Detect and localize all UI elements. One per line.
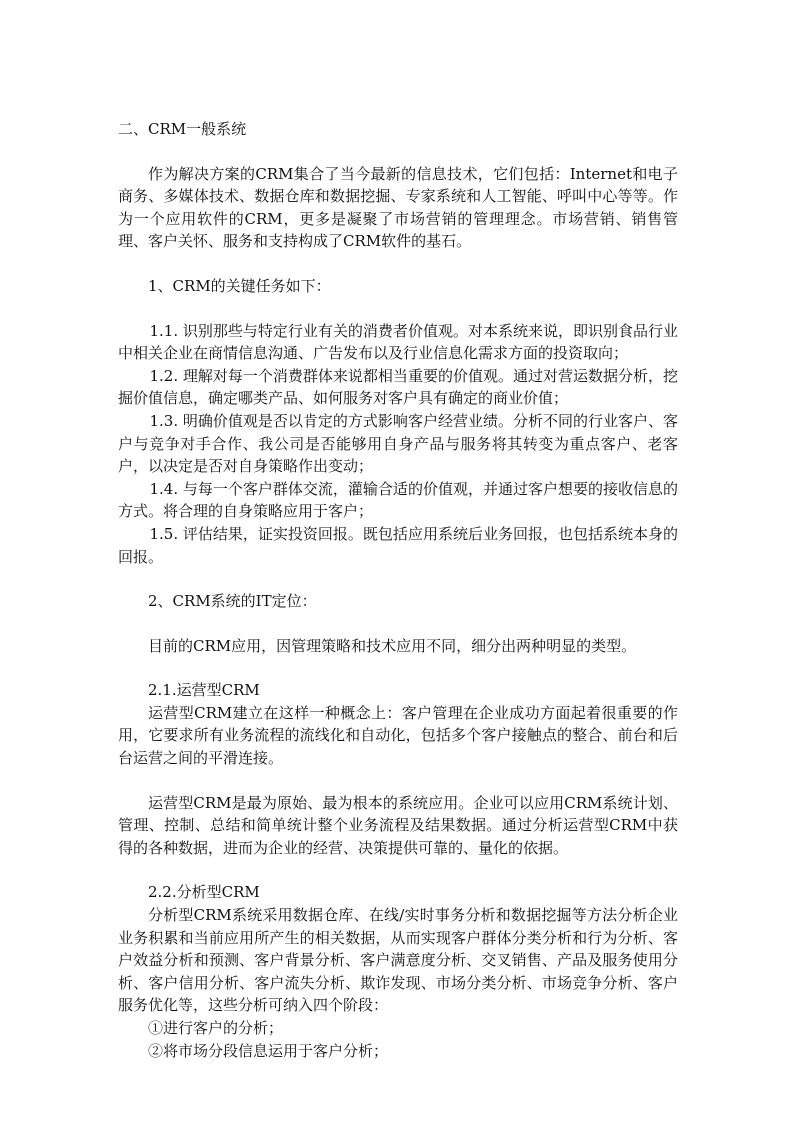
analytical-paragraph: 分析型CRM系统采用数据仓库、在线/实时事务分析和数据挖掘等方法分析企业业务积累和当前应用所产生的相关数据，从而实现客户群体分类分析和行为分析、客户效益分析和预测、客户背景分析、客户满意度分析、交叉销售、产品及服务使用分析、客户信用分析、客户流失分析、欺诈发现、市场分类分析、市场竞争分析、客户服务优化等，这些分析可纳入四个阶段： — [118, 906, 678, 1015]
analysis-step: ②将市场分段信息运用于客户分析； — [148, 1041, 389, 1060]
task-item: 1.3. 明确价值观是否以肯定的方式影响客户经营业绩。分析不同的行业客户、客户与竞争对手合作、我公司是否能够用自身产品与服务将其转变为重点客户、老客户，以决定是否对自身策略作出变动； — [118, 411, 678, 476]
task-item: 1.5. 评估结果，证实投资回报。既包括应用系统后业务回报，也包括系统本身的回报。 — [118, 524, 678, 566]
task-item: 1.2. 理解对每一个消费群体来说都相当重要的价值观。通过对营运数据分析，挖掘价值信息，确定哪类产品、如何服务对客户具有确定的商业价值； — [118, 366, 678, 408]
operational-paragraph: 运营型CRM建立在这样一种概念上：客户管理在企业成功方面起着很重要的作用，它要求所有业务流程的流线化和自动化，包括多个客户接触点的整合、前台和后台运营之间的平滑连接。 — [118, 703, 678, 768]
it-intro-paragraph: 目前的CRM应用，因管理策略和技术应用不同，细分出两种明显的类型。 — [148, 636, 637, 655]
operational-heading: 2.1.运营型CRM — [148, 681, 260, 700]
section-title: 二、CRM一般系统 — [118, 120, 247, 138]
tasks-heading: 1、CRM的关键任务如下： — [148, 276, 331, 295]
document-page — [118, 118, 678, 1062]
task-item: 1.4. 与每一个客户群体交流，灌输合适的价值观，并通过客户想要的接收信息的方式。将合理的自身策略应用于客户； — [118, 479, 678, 521]
operational-paragraph: 运营型CRM是最为原始、最为根本的系统应用。企业可以应用CRM系统计划、管理、控制、总结和简单统计整个业务流程及结果数据。通过分析运营型CRM中获得的各种数据，进而为企业的经营、决策提供可靠的、量化的依据。 — [118, 793, 678, 857]
intro-paragraph: 作为解决方案的CRM集合了当今最新的信息技术，它们包括：Internet和电子商务、多媒体技术、数据仓库和数据挖掘、专家系统和人工智能、呼叫中心等等。作为一个应用软件的CRM，更多是凝聚了市场营销的管理理念。市场营销、销售管理、客户关怀、服务和支持构成了CRM软件的基石。 — [118, 164, 678, 251]
analysis-step: ①进行客户的分析； — [148, 1019, 284, 1037]
it-heading: 2、CRM系统的IT定位： — [148, 592, 317, 611]
analytical-heading: 2.2.分析型CRM — [148, 883, 260, 902]
task-item: 1.1. 识别那些与特定行业有关的消费者价值观。对本系统来说，即识别食品行业中相关企业在商情信息沟通、广告发布以及行业信息化需求方面的投资取向； — [118, 321, 678, 363]
